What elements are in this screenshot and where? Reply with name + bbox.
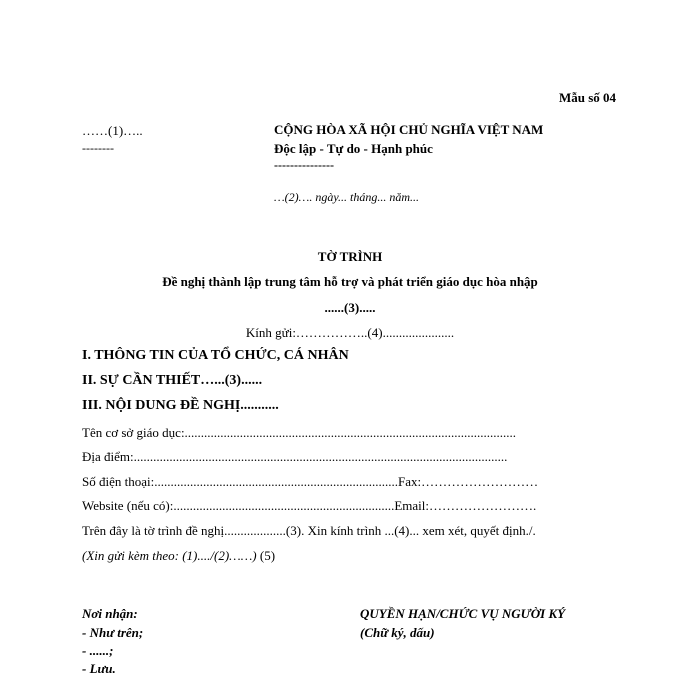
date-line: …(2)…. ngày... tháng... năm... bbox=[274, 190, 419, 204]
document-ref: ......(3)..... bbox=[324, 300, 376, 315]
document-title: TỜ TRÌNH bbox=[317, 249, 383, 264]
field-phone-fax: Số điện thoại:...........................................................................Fax:……………………… bbox=[82, 474, 539, 489]
signature-note: (Chữ ký, dấu) bbox=[360, 625, 435, 640]
country-name: CỘNG HÒA XÃ HỘI CHỦ NGHĨA VIỆT NAM bbox=[274, 122, 544, 137]
recipients-line-2: - ......; bbox=[82, 643, 114, 658]
section-2-heading: II. SỰ CẦN THIẾT…...(3)...... bbox=[82, 373, 263, 388]
recipients-line-3: - Lưu. bbox=[82, 661, 116, 676]
document-subtitle: Đề nghị thành lập trung tâm hỗ trợ và phát triển giáo dục hòa nhập bbox=[162, 274, 538, 289]
form-number: Mẫu số 04 bbox=[558, 90, 616, 105]
agency-underline: -------- bbox=[82, 141, 114, 155]
recipients-line-1: - Như trên; bbox=[82, 625, 144, 640]
field-school-name: Tên cơ sở giáo dục:...................................................................................................... bbox=[82, 425, 517, 440]
attachments-line bbox=[82, 548, 275, 564]
national-motto: Độc lập - Tự do - Hạnh phúc bbox=[274, 141, 433, 156]
field-website-email: Website (nếu có):....................................................................Email:……………………. bbox=[82, 498, 537, 513]
section-3-heading: III. NỘI DUNG ĐỀ NGHỊ........... bbox=[82, 398, 279, 413]
motto-underline: --------------- bbox=[274, 158, 334, 172]
section-1-heading: I. THÔNG TIN CỦA TỔ CHỨC, CÁ NHÂN bbox=[82, 348, 349, 363]
recipients-title: Nơi nhận: bbox=[82, 606, 138, 621]
agency-name: ……(1)….. bbox=[82, 123, 143, 138]
field-address: Địa điểm:................................................................................................................... bbox=[82, 449, 508, 464]
signature-title: QUYỀN HẠN/CHỨC VỤ NGƯỜI KÝ bbox=[360, 606, 566, 621]
attachments-label: (Xin gửi kèm theo: (1)..../(2)……) bbox=[82, 548, 257, 563]
closing-statement: Trên đây là tờ trình đề nghị...................(3). Xin kính trình ...(4)... xem xét, quyết định./. bbox=[82, 523, 536, 538]
attachments-suffix: (5) bbox=[256, 548, 276, 563]
recipient-line: Kính gửi:……………..(4)...................... bbox=[245, 325, 455, 340]
